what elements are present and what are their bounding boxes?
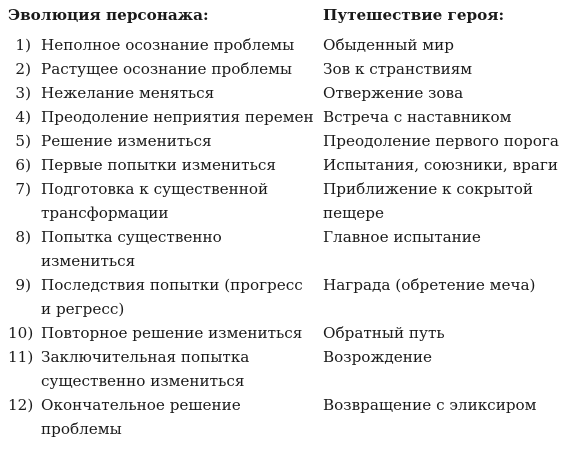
header-hero-journey: Путешествие героя:	[323, 6, 505, 24]
table-row	[8, 345, 562, 393]
journey-stage: Обыденный мир	[323, 36, 454, 54]
comparison-table	[8, 6, 562, 441]
row-number: 1)	[15, 36, 31, 54]
journey-stage: Обратный путь	[323, 324, 445, 342]
character-stage: Растущее осознание проблемы	[41, 60, 293, 78]
journey-stage: Зов к странствиям	[323, 60, 473, 78]
row-number: 7)	[15, 180, 31, 198]
character-stage: Подготовка к существенной трансформации	[41, 180, 269, 222]
row-number: 10)	[8, 324, 34, 342]
row-number: 11)	[8, 348, 34, 366]
journey-stage: Приближение к сокрытой пещере	[323, 180, 533, 222]
journey-stage: Преодоление первого порога	[323, 132, 559, 150]
table-row	[8, 225, 562, 273]
row-number: 6)	[15, 156, 31, 174]
row-number: 5)	[15, 132, 31, 150]
character-stage: Попытка существенно измениться	[41, 228, 222, 270]
table-row	[8, 105, 562, 129]
row-number: 9)	[15, 276, 31, 294]
table-row	[8, 153, 562, 177]
row-number: 3)	[15, 84, 31, 102]
header-row	[8, 6, 562, 33]
header-character-evolution: Эволюция персонажа:	[8, 6, 209, 24]
character-stage: Преодоление неприятия перемен	[41, 108, 314, 126]
journey-stage: Возрождение	[323, 348, 432, 366]
table-row	[8, 81, 562, 105]
character-stage: Нежелание меняться	[41, 84, 215, 102]
row-number: 8)	[15, 228, 31, 246]
table-row	[8, 129, 562, 153]
journey-stage: Испытания, союзники, враги	[323, 156, 558, 174]
character-stage: Последствия попытки (прогресс и регресс)	[41, 276, 303, 318]
table-row	[8, 393, 562, 441]
journey-stage: Возвращение с эликсиром	[323, 396, 537, 414]
table-row	[8, 177, 562, 225]
journey-stage: Отвержение зова	[323, 84, 464, 102]
table-row	[8, 57, 562, 81]
journey-stage: Главное испытание	[323, 228, 481, 246]
character-stage: Окончательное решение проблемы	[41, 396, 241, 438]
table-row	[8, 321, 562, 345]
character-stage: Первые попытки измениться	[41, 156, 276, 174]
character-stage: Решение измениться	[41, 132, 212, 150]
row-number: 2)	[15, 60, 31, 78]
row-number: 4)	[15, 108, 31, 126]
character-stage: Повторное решение измениться	[41, 324, 303, 342]
journey-stage: Встреча с наставником	[323, 108, 512, 126]
character-stage: Заключительная попытка существенно измениться	[41, 348, 250, 390]
journey-stage: Награда (обретение меча)	[323, 276, 536, 294]
character-stage: Неполное осознание проблемы	[41, 36, 295, 54]
table-row	[8, 273, 562, 321]
table-row	[8, 33, 562, 57]
row-number: 12)	[8, 396, 34, 414]
